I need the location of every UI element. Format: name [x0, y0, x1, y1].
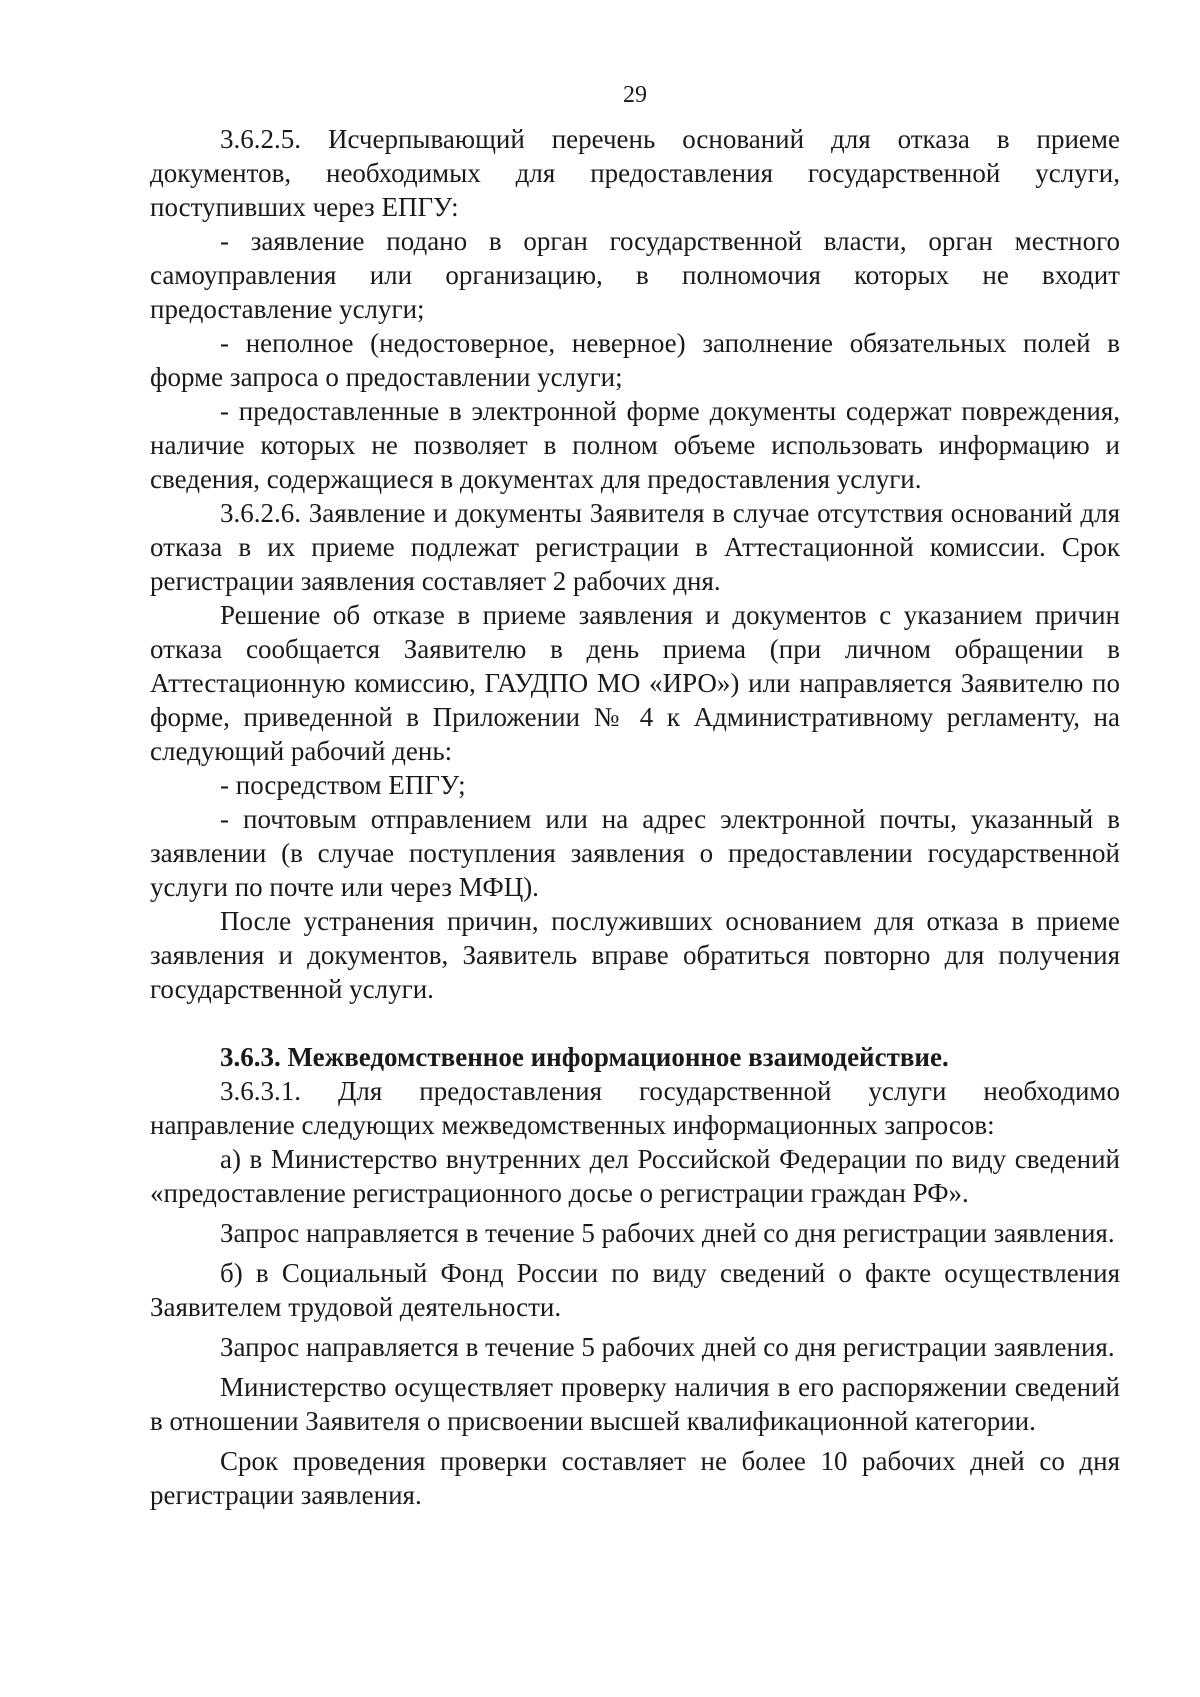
list-item-sfr-request: б) в Социальный Фонд России по виду сведений о факте осуществления Заявителем трудовой деятельности.	[150, 1258, 1120, 1322]
list-item-damaged-documents: - предоставленные в электронной форме документы содержат повреждения, наличие которых не позволяет в полном объеме использовать информацию и сведения, содержащиеся в документах для предоставления услуги.	[150, 396, 1120, 494]
document-page	[150, 80, 1120, 1512]
paragraph-check-deadline: Срок проведения проверки составляет не более 10 рабочих дней со дня регистрации заявления.	[150, 1446, 1120, 1510]
list-item-via-mail: - почтовым отправлением или на адрес электронной почты, указанный в заявлении (в случае поступления заявления о предоставлении государственной услуги по почте или через МФЦ).	[150, 804, 1120, 902]
list-item-via-epgu: - посредством ЕПГУ;	[220, 770, 466, 800]
page-number: 29	[623, 82, 647, 108]
list-item-incomplete-fields: - неполное (недостоверное, неверное) заполнение обязательных полей в форме запроса о предоставлении услуги;	[150, 328, 1120, 392]
paragraph-mvd-deadline: Запрос направляется в течение 5 рабочих дней со дня регистрации заявления.	[220, 1218, 1115, 1248]
paragraph-refusal-decision: Решение об отказе в приеме заявления и документов с указанием причин отказа сообщается Заявителю в день приема (при личном обращении в Аттестационную комиссию, ГАУДПО МО «ИРО») или направляется Заявителю по форме, приведенной в Приложении № 4 к Административному регламенту, на следующий рабочий день:	[150, 600, 1120, 766]
paragraph-3-6-3-1: 3.6.3.1. Для предоставления государственной услуги необходимо направление следующих межведомственных информационных запросов:	[150, 1076, 1120, 1140]
section-heading-3-6-3: 3.6.3. Межведомственное информационное взаимодействие.	[220, 1042, 949, 1072]
list-item-wrong-authority: - заявление подано в орган государственной власти, орган местного самоуправления или организацию, в полномочия которых не входит предоставление услуги;	[150, 226, 1120, 324]
paragraph-reapply: После устранения причин, послуживших основанием для отказа в приеме заявления и документов, Заявитель вправе обратиться повторно для получения государственной услуги.	[150, 906, 1120, 1004]
paragraph-3-6-2-6: 3.6.2.6. Заявление и документы Заявителя в случае отсутствия оснований для отказа в их приеме подлежат регистрации в Аттестационной комиссии. Срок регистрации заявления составляет 2 рабочих дня.	[150, 498, 1120, 596]
paragraph-ministry-check: Министерство осуществляет проверку наличия в его распоряжении сведений в отношении Заявителя о присвоении высшей квалификационной категории.	[150, 1372, 1120, 1436]
list-item-mvd-request: а) в Министерство внутренних дел Российской Федерации по виду сведений «предоставление регистрационного досье о регистрации граждан РФ».	[150, 1144, 1120, 1208]
paragraph-3-6-2-5: 3.6.2.5. Исчерпывающий перечень оснований для отказа в приеме документов, необходимых для предоставления государственной услуги, поступивших через ЕПГУ:	[150, 124, 1120, 222]
paragraph-sfr-deadline: Запрос направляется в течение 5 рабочих дней со дня регистрации заявления.	[220, 1332, 1115, 1362]
